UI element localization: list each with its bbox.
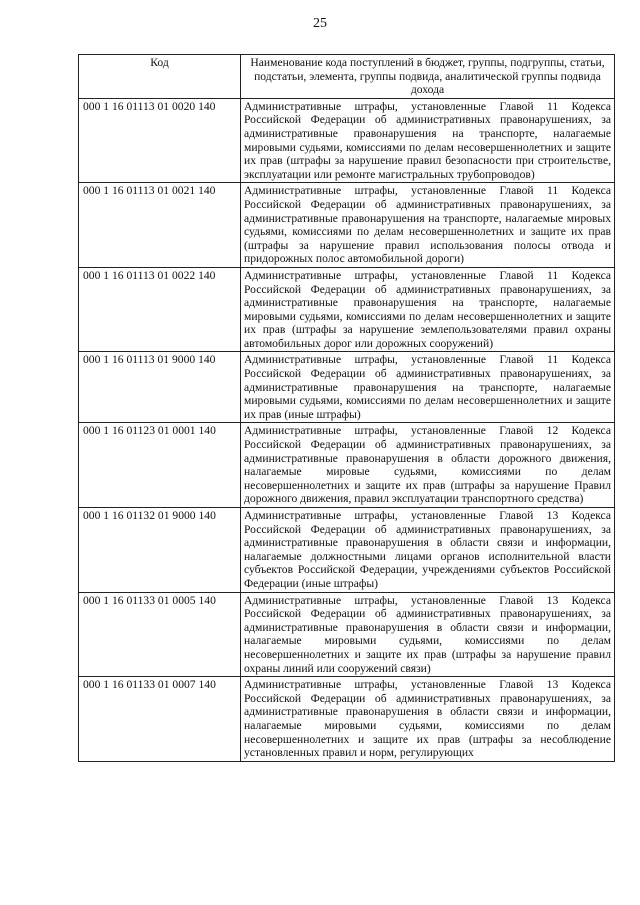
name-cell: Административные штрафы, установленные Главой 12 Кодекса Российской Федерации об административных правонарушениях, за административные правонарушения в области дорожного движения, налагаемые мировые судьями, комиссиями по делам несовершеннолетних и защите их прав (штрафы за нарушение Правил дорожного движения, правил эксплуатации транспортного средства) (241, 423, 615, 508)
code-cell: 000 1 16 01132 01 9000 140 (79, 508, 241, 593)
table-row (79, 677, 615, 762)
table-row (79, 352, 615, 423)
table-row (79, 423, 615, 508)
header-name: Наименование кода поступлений в бюджет, группы, подгруппы, статьи, подстатьи, элемента, группы подвида, аналитической группы подвида дохода (241, 55, 615, 99)
table-row (79, 508, 615, 593)
code-cell: 000 1 16 01113 01 0021 140 (79, 183, 241, 268)
table-row (79, 183, 615, 268)
table-row (79, 267, 615, 352)
name-cell: Административные штрафы, установленные Главой 11 Кодекса Российской Федерации об административных правонарушениях, за административные правонарушения на транспорте, налагаемые мировыми судьями, комиссиями по делам несовершеннолетних и защите их прав (штрафы за нарушение правил безопасности при строительстве, эксплуатации или ремонте магистральных трубопроводов) (241, 98, 615, 183)
code-cell: 000 1 16 01123 01 0001 140 (79, 423, 241, 508)
table-row (79, 98, 615, 183)
name-cell: Административные штрафы, установленные Главой 11 Кодекса Российской Федерации об административных правонарушениях, за административные правонарушения на транспорте, налагаемые мировыми судьями, комиссиями по делам несовершеннолетних и защите их прав (иные штрафы) (241, 352, 615, 423)
name-cell: Административные штрафы, установленные Главой 13 Кодекса Российской Федерации об административных правонарушениях, за административные правонарушения в области связи и информации, налагаемые должностными лицами органов исполнительной власти субъектов Российской Федерации, учреждениями субъектов Российской Федерации (иные штрафы) (241, 508, 615, 593)
header-code: Код (79, 55, 241, 99)
table-header (79, 55, 615, 99)
code-cell: 000 1 16 01133 01 0007 140 (79, 677, 241, 762)
code-cell: 000 1 16 01113 01 0020 140 (79, 98, 241, 183)
budget-codes-table (78, 54, 615, 762)
code-cell: 000 1 16 01113 01 9000 140 (79, 352, 241, 423)
code-cell: 000 1 16 01133 01 0005 140 (79, 592, 241, 677)
name-cell: Административные штрафы, установленные Главой 11 Кодекса Российской Федерации об административных правонарушениях, за административные правонарушения на транспорте, налагаемые мировых судьями, комиссиями по делам несовершеннолетних и защите их прав (штрафы за нарушение правил использования полосы отвода и придорожных полос автомобильной дороги) (241, 183, 615, 268)
page-number: 25 (313, 16, 327, 31)
table-body (79, 98, 615, 761)
name-cell: Административные штрафы, установленные Главой 13 Кодекса Российской Федерации об административных правонарушениях, за административные правонарушения в области связи и информации, налагаемые мировыми судьями, комиссиями по делам несовершеннолетних и защите их прав (штрафы за нарушение правил охраны линий или сооружений связи) (241, 592, 615, 677)
name-cell: Административные штрафы, установленные Главой 11 Кодекса Российской Федерации об административных правонарушениях, за административные правонарушения на транспорте, налагаемые мировыми судьями, комиссиями по делам несовершеннолетних и защите их прав (штрафы за нарушение землепользователями правил охраны автомобильных дорог или дорожных сооружений) (241, 267, 615, 352)
name-cell: Административные штрафы, установленные Главой 13 Кодекса Российской Федерации об административных правонарушениях, за административные правонарушения в области связи и информации, налагаемые мировыми судьями, комиссиями по делам несовершеннолетних и защите их прав (штрафы за несоблюдение установленных правил и норм, регулирующих (241, 677, 615, 762)
table-row (79, 592, 615, 677)
code-cell: 000 1 16 01113 01 0022 140 (79, 267, 241, 352)
header-row (79, 55, 615, 99)
